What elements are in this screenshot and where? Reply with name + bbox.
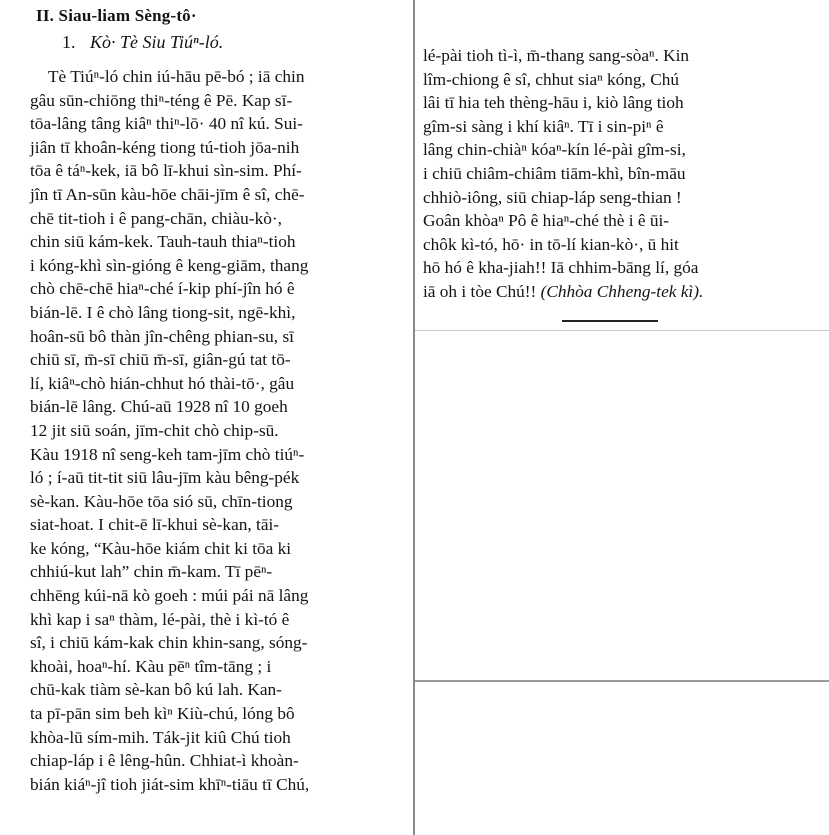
text-line: tōa ê táⁿ-kek, iā bô lī-khui sìn-sim. Phí- (30, 161, 302, 181)
text-line: hoân-sū bô thàn jîn-chêng phian-su, sī (30, 326, 294, 346)
text-line: ta pī-pān sim beh kìⁿ Kiù-chú, lóng bô (30, 704, 295, 724)
text-line: jiân tī khoân-kéng tiong tú-tioh jōa-nih (30, 137, 300, 157)
scan-edge-line (415, 680, 829, 682)
text-line: chôk kì-tó, hō· in tō-lí kian-kò·, ū hit (423, 234, 679, 254)
end-rule (562, 320, 658, 322)
text-line: bián-lē lâng. Chú-aū 1928 nî 10 goeh (30, 397, 288, 417)
section-title: Siau-liam Sèng-tô· (58, 6, 197, 25)
text-line: khì kap i saⁿ thàm, lé-pài, thè i kì-tó ê (30, 609, 290, 629)
text-line: sî, i chiū kám-kak chin khin-sang, sóng- (30, 633, 308, 653)
text-line: bián-lē. I ê chò lâng tiong-sit, ngē-khì, (30, 302, 296, 322)
text-line: Goân khòaⁿ Pô ê hiaⁿ-ché thè i ê ūi- (423, 211, 670, 231)
text-line: khoài, hoaⁿ-hí. Kàu pēⁿ tîm-tāng ; i (30, 656, 272, 676)
body-paragraph-continued (423, 44, 815, 304)
text-line: tōa-lâng tâng kiâⁿ thiⁿ-lō· 40 nî kú. Sui- (30, 114, 303, 134)
text-line: lí, kiâⁿ-chò hián-chhut hó thài-tō·, gâu (30, 373, 295, 393)
scan-edge-line (415, 330, 829, 331)
section-number: II. (36, 6, 55, 25)
text-line: lâi tī hia teh thèng-hāu i, kiò lâng tioh (423, 93, 684, 113)
text-line: lîm-chiong ê sî, chhut siaⁿ kóng, Chú (423, 69, 679, 89)
author-citation: (Chhòa Chheng-tek kì). (540, 281, 704, 301)
text-line: sè-kan. Kàu-hōe tōa sió sū, chīn-tiong (30, 491, 293, 511)
text-line: khòa-lū sím-mih. Ták-jit kiû Chú tioh (30, 727, 291, 747)
text-line: i kóng-khì sìn-gióng ê keng-giām, thang (30, 255, 309, 275)
column-divider (413, 0, 415, 835)
text-line: lâng chin-chiàⁿ kóaⁿ-kín lé-pài gîm-si, (423, 140, 686, 160)
text-line: chò chē-chē hiaⁿ-ché í-kip phí-jîn hó ê (30, 279, 295, 299)
right-column (423, 44, 815, 304)
section-heading (36, 6, 405, 26)
text-line: lé-pài tioh tì-ì, m̄-thang sang-sòaⁿ. Kin (423, 46, 690, 65)
text-line: jîn tī An-sūn kàu-hōe chāi-jīm ê sî, chē- (30, 184, 305, 204)
text-line: chin siū kám-kek. Tauh-tauh thiaⁿ-tioh (30, 232, 296, 252)
text-line: 12 jit siū soán, jīm-chit chò chip-sū. (30, 420, 279, 440)
text-line: chhiú-kut lah” chin m̄-kam. Tī pēⁿ- (30, 562, 273, 582)
bleed-through-text (423, 0, 815, 38)
subsection-title: Kò· Tè Siu Tiúⁿ-ló. (90, 32, 224, 52)
text-line: ke kóng, “Kàu-hōe kiám chit ki tōa ki (30, 538, 292, 558)
text-line: gîm-si sàng i khí kiâⁿ. Tī i sin-piⁿ ê (423, 116, 664, 136)
text-line: siat-hoat. I chit-ē lī-khui sè-kan, tāi- (30, 515, 280, 535)
text-line: gâu sūn-chiōng thiⁿ-téng ê Pē. Kap sī- (30, 90, 293, 110)
text-line: hō hó ê kha-jiah!! Iā chhim-bāng lí, góa (423, 258, 699, 278)
text-line: chhēng kúi-nā kò goeh : múi pái nā lâng (30, 586, 309, 606)
text-line: chiap-láp i ê lêng-hûn. Chhiat-ì khoàn- (30, 751, 299, 771)
left-column (30, 6, 405, 796)
text-line: chū-kak tiàm sè-kan bô kú lah. Kan- (30, 680, 282, 700)
text-line: chē tit-tioh i ê pang-chān, chiàu-kò·, (30, 208, 282, 228)
body-paragraph (30, 65, 405, 796)
text-line: bián kiáⁿ-jî tioh jiát-sim khīⁿ-tiāu tī Chú, (30, 774, 310, 794)
subsection-number: 1. (62, 32, 76, 52)
text-line: chiū sī, m̄-sī chiū m̄-sī, giân-gú tat tō- (30, 350, 291, 370)
text-line: iā oh i tòe Chú!! (Chhòa Chheng-tek kì). (423, 281, 704, 301)
text-line: ló ; í-aū tit-tit siū lâu-jīm kàu bêng-pék (30, 468, 300, 488)
text-line: Kàu 1918 nî seng-keh tam-jīm chò tiúⁿ- (30, 444, 305, 464)
text-line: Tè Tiúⁿ-ló chin iú-hāu pē-bó ; iā chin (48, 67, 305, 86)
text-line: chhiò-iông, siū chiap-láp seng-thian ! (423, 187, 682, 207)
text-line: i chiū chiâm-chiâm tiām-khì, bîn-māu (423, 163, 686, 183)
subsection-heading (62, 32, 405, 53)
